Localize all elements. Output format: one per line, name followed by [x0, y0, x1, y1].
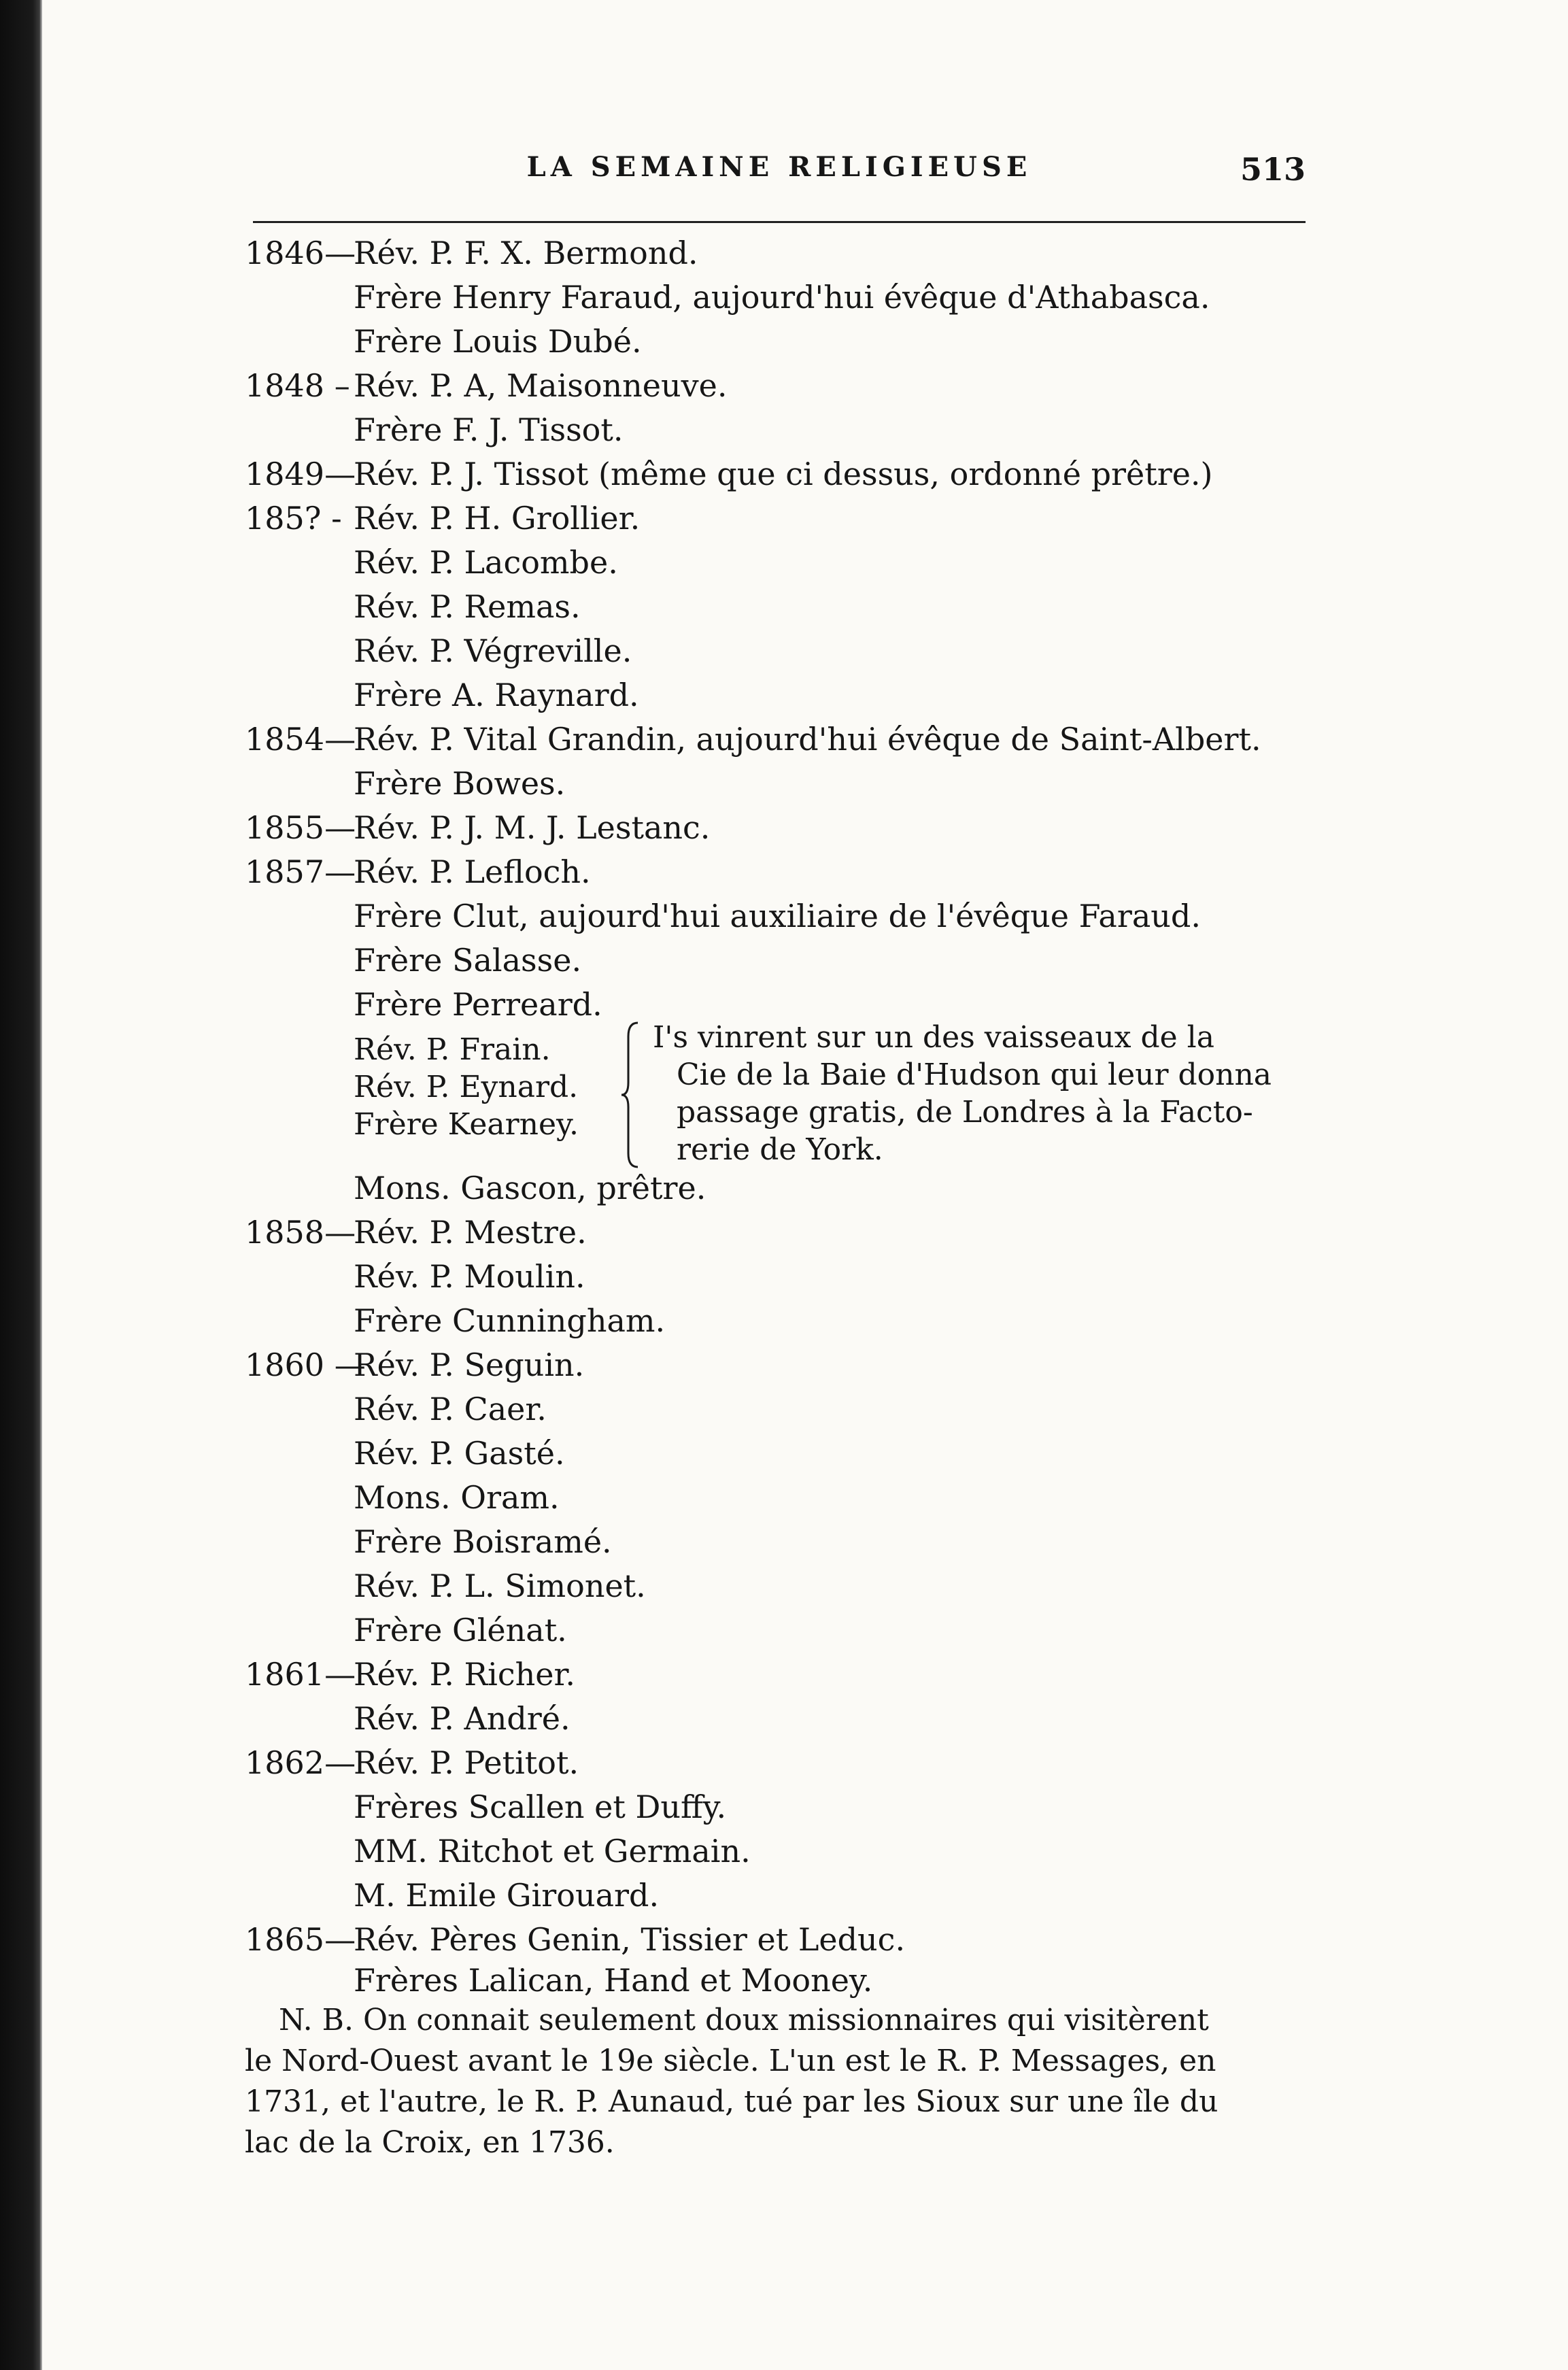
entry-line: Rév. P. Remas.: [354, 588, 581, 625]
entry-line: Frère Bowes.: [354, 765, 566, 802]
entry-line: Rév. P. H. Grollier.: [354, 500, 641, 537]
entry-line: Mons. Gascon, prêtre.: [354, 1170, 706, 1206]
entry-line: Frère A. Raynard.: [354, 677, 639, 713]
entry-line: Frères Scallen et Duffy.: [354, 1789, 727, 1825]
entry-line: Frère Louis Dubé.: [354, 323, 642, 360]
scan-binding-edge: [0, 0, 42, 2370]
entry-year: 185? -: [245, 500, 342, 537]
entry-line: Rév. P. Mestre.: [354, 1214, 587, 1251]
entry-year: 1855—: [245, 809, 356, 846]
entry-line: Rév. P. Seguin.: [354, 1347, 585, 1383]
entry-line: Frère F. J. Tissot.: [354, 411, 624, 448]
entry-line: MM. Ritchot et Germain.: [354, 1833, 751, 1869]
entry-line: Rév. P. Richer.: [354, 1656, 576, 1693]
entry-year: 1846—: [245, 235, 356, 271]
entry-line: Frère Cunningham.: [354, 1302, 666, 1339]
entry-line: Rév. P. A, Maisonneuve.: [354, 367, 728, 404]
entry-line: Frère Henry Faraud, aujourd'hui évêque d'Athabasca.: [354, 279, 1210, 316]
header-rule: [253, 221, 1306, 223]
entry-line: Frère Salasse.: [354, 942, 582, 979]
entry-line: Frère Clut, aujourd'hui auxiliaire de l'évêque Faraud.: [354, 898, 1201, 934]
bracket-name: Frère Kearney.: [354, 1107, 579, 1142]
entry-year: 1861—: [245, 1656, 356, 1693]
entry-line: Mons. Oram.: [354, 1479, 560, 1516]
entry-line: Rév. P. André.: [354, 1700, 570, 1737]
bracket-note-line: passage gratis, de Londres à la Facto-: [677, 1095, 1253, 1130]
curly-brace: [620, 1020, 641, 1170]
entry-line: Rév. P. J. Tissot (même que ci dessus, ordonné prêtre.): [354, 456, 1213, 492]
entry-year: 1865—: [245, 1921, 356, 1958]
entry-line: Rév. P. Caer.: [354, 1391, 547, 1427]
entry-line: Frère Perreard.: [354, 986, 602, 1023]
entry-line: Rév. P. Gasté.: [354, 1435, 565, 1472]
entry-year: 1857—: [245, 853, 356, 890]
entry-line: Rév. P. Petitot.: [354, 1744, 579, 1781]
page-number: 513: [1240, 151, 1306, 188]
entry-year: 1854—: [245, 721, 356, 758]
entry-line: Rév. P. J. M. J. Lestanc.: [354, 809, 711, 846]
page-header: [253, 151, 1306, 199]
bracket-note-line: rerie de York.: [677, 1132, 883, 1167]
entry-line: Rév. P. L. Simonet.: [354, 1568, 646, 1604]
entry-line: Frère Boisramé.: [354, 1523, 612, 1560]
entry-line: Frère Glénat.: [354, 1612, 567, 1648]
bracket-note-line: Cie de la Baie d'Hudson qui leur donna: [677, 1057, 1272, 1092]
entry-line: Rév. P. Végreville.: [354, 632, 632, 669]
bracket-name: Rév. P. Frain.: [354, 1032, 551, 1067]
entry-line: Rév. Pères Genin, Tissier et Leduc.: [354, 1921, 906, 1958]
bracket-note-line: I's vinrent sur un des vaisseaux de la: [653, 1020, 1214, 1055]
nb-line: N. B. On connait seulement doux missionnaires qui visitèrent: [279, 2003, 1209, 2037]
entry-year: 1862—: [245, 1744, 356, 1781]
entry-line: Frères Lalican, Hand et Mooney.: [354, 1962, 873, 1999]
nb-line: lac de la Croix, en 1736.: [245, 2125, 615, 2160]
entry-line: Rév. P. F. X. Bermond.: [354, 235, 698, 271]
entry-year: 1860 —: [245, 1347, 366, 1383]
running-title: LA SEMAINE RELIGIEUSE: [526, 151, 1032, 183]
entry-year: 1848 –: [245, 367, 350, 404]
nb-line: le Nord-Ouest avant le 19e siècle. L'un est le R. P. Messages, en: [245, 2044, 1216, 2078]
nb-line: 1731, et l'autre, le R. P. Aunaud, tué par les Sioux sur une île du: [245, 2084, 1218, 2119]
entry-year: 1858—: [245, 1214, 356, 1251]
entry-line: Rév. P. Vital Grandin, aujourd'hui évêque de Saint-Albert.: [354, 721, 1261, 758]
entry-line: Rév. P. Lacombe.: [354, 544, 618, 581]
entry-year: 1849—: [245, 456, 356, 492]
entry-line: Rév. P. Moulin.: [354, 1258, 585, 1295]
bracket-name: Rév. P. Eynard.: [354, 1070, 579, 1104]
entry-line: Rév. P. Lefloch.: [354, 853, 591, 890]
entry-line: M. Emile Girouard.: [354, 1877, 660, 1914]
